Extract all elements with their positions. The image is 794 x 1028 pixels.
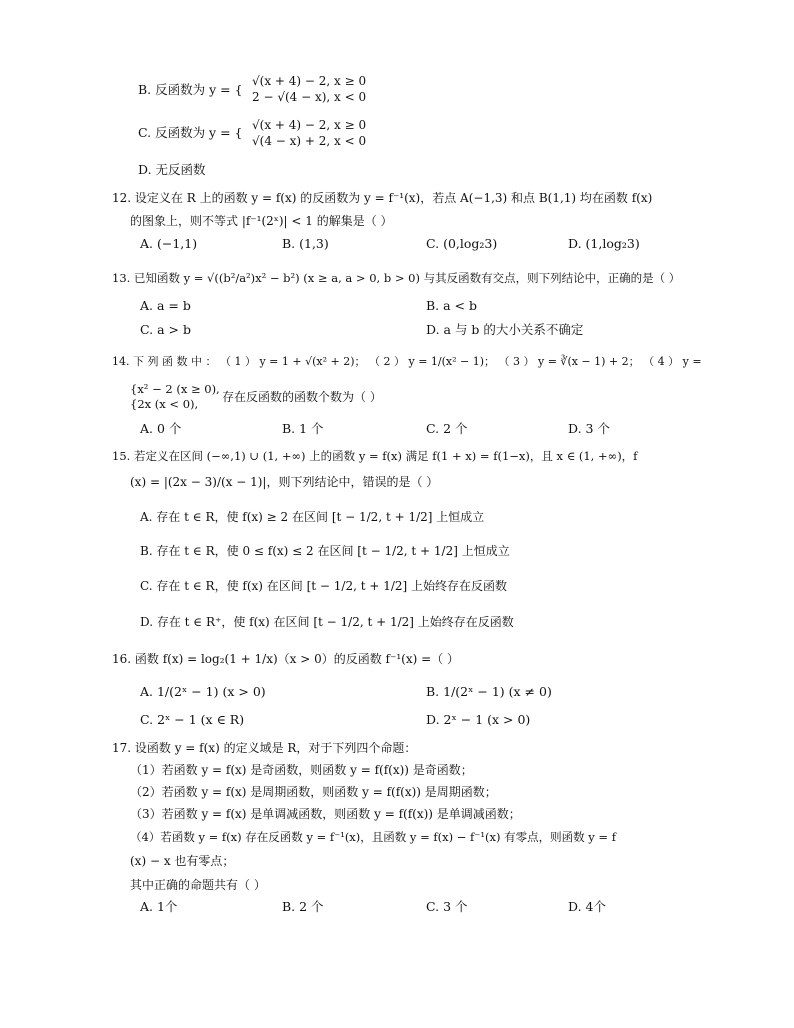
q14-option-b[interactable]: B. 1 个: [282, 421, 324, 436]
q11-option-c-case2: √(4 − x) + 2, x < 0: [252, 134, 367, 148]
q17-summary: 其中正确的命题共有（ ）: [130, 878, 266, 892]
q12-option-c[interactable]: C. (0,log₂3): [426, 236, 498, 251]
q11-option-b-case2: 2 − √(4 − x), x < 0: [252, 90, 367, 104]
q17-proposition-1: （1）若函数 y = f(x) 是奇函数，则函数 y = f(f(x)) 是奇函数；: [130, 763, 473, 777]
q17-option-d[interactable]: D. 4个: [568, 899, 606, 914]
q14-stem-line1: 14. 下 列 函 数 中 ： （ 1 ） y = 1 + √(x² + 2)； （ 2 ） y = 1/(x² − 1)； （ 3 ） y = ∛(x − 1) + 2； （ 4 ） y =: [112, 355, 702, 368]
q16-option-d[interactable]: D. 2ˣ − 1 (x > 0): [426, 712, 531, 727]
q12-stem-line2: 的图象上，则不等式 |f⁻¹(2ˣ)| < 1 的解集是（ ）: [130, 214, 393, 228]
q14-piecewise-line1: {x² − 2 (x ≥ 0),: [130, 382, 220, 396]
q12-stem-line1: 12. 设定义在 R 上的函数 y = f(x) 的反函数为 y = f⁻¹(x)，若点 A(−1,3) 和点 B(1,1) 均在函数 f(x): [112, 191, 653, 205]
q16-option-b[interactable]: B. 1/(2ˣ − 1) (x ≠ 0): [426, 684, 552, 699]
q11-option-d[interactable]: D. 无反函数: [138, 162, 206, 177]
q13-option-a[interactable]: A. a = b: [140, 298, 191, 313]
q15-stem-line2: (x) = |(2x − 3)/(x − 1)|，则下列结论中，错误的是（ ）: [130, 475, 439, 489]
q14-option-a[interactable]: A. 0 个: [140, 421, 182, 436]
q15-option-b[interactable]: B. 存在 t ∈ R，使 0 ≤ f(x) ≤ 2 在区间 [t − 1/2, t + 1/2] 上恒成立: [140, 544, 510, 558]
q15-option-a[interactable]: A. 存在 t ∈ R，使 f(x) ≥ 2 在区间 [t − 1/2, t + 1/2] 上恒成立: [140, 510, 485, 524]
q13-option-d[interactable]: D. a 与 b 的大小关系不确定: [426, 322, 584, 337]
q14-option-c[interactable]: C. 2 个: [426, 421, 468, 436]
q13-option-c[interactable]: C. a > b: [140, 322, 191, 337]
q13-stem-line1: 13. 已知函数 y = √((b²/a²)x² − b²) (x ≥ a, a > 0, b > 0) 与其反函数有交点，则下列结论中，正确的是（ ）: [112, 271, 681, 285]
q15-option-d[interactable]: D. 存在 t ∈ R⁺，使 f(x) 在区间 [t − 1/2, t + 1/2] 上始终存在反函数: [140, 615, 514, 629]
q17-option-b[interactable]: B. 2 个: [282, 899, 324, 914]
q17-proposition-2: （2）若函数 y = f(x) 是周期函数，则函数 y = f(f(x)) 是周期函数；: [130, 785, 497, 799]
q16-stem-line1: 16. 函数 f(x) = log₂(1 + 1/x)（x > 0）的反函数 f⁻¹(x) =（ ）: [112, 652, 459, 666]
q14-option-d[interactable]: D. 3 个: [568, 421, 610, 436]
q11-option-c-case1: √(x + 4) − 2, x ≥ 0: [252, 118, 367, 132]
q16-option-c[interactable]: C. 2ˣ − 1 (x ∈ R): [140, 712, 245, 727]
q13-option-b[interactable]: B. a < b: [426, 298, 478, 313]
q11-option-b-case1: √(x + 4) − 2, x ≥ 0: [252, 74, 367, 88]
q11-option-c-label[interactable]: C. 反函数为 y = {: [138, 125, 243, 140]
q15-option-c[interactable]: C. 存在 t ∈ R，使 f(x) 在区间 [t − 1/2, t + 1/2] 上始终存在反函数: [140, 579, 508, 593]
q17-proposition-3: （3）若函数 y = f(x) 是单调减函数，则函数 y = f(f(x)) 是单调减函数；: [130, 807, 521, 821]
q11-option-b-label[interactable]: B. 反函数为 y = {: [138, 82, 243, 97]
q17-option-c[interactable]: C. 3 个: [426, 899, 468, 914]
q17-option-a[interactable]: A. 1个: [140, 899, 178, 914]
q12-option-a[interactable]: A. (−1,1): [140, 236, 198, 251]
q17-stem-line1: 17. 设函数 y = f(x) 的定义域是 R，对于下列四个命题：: [112, 741, 417, 755]
q17-proposition-4-line1: （4）若函数 y = f(x) 存在反函数 y = f⁻¹(x)，且函数 y = f(x) − f⁻¹(x) 有零点，则函数 y = f: [130, 830, 616, 844]
q16-option-a[interactable]: A. 1/(2ˣ − 1) (x > 0): [140, 684, 266, 699]
q15-stem-line1: 15. 若定义在区间 (−∞,1) ∪ (1, +∞) 上的函数 y = f(x) 满足 f(1 + x) = f(1−x)，且 x ∈ (1, +∞)，f: [112, 449, 638, 463]
q12-option-d[interactable]: D. (1,log₂3): [568, 236, 640, 251]
q12-option-b[interactable]: B. (1,3): [282, 236, 329, 251]
q17-proposition-4-line2: (x) − x 也有零点；: [130, 854, 235, 868]
q14-piecewise-line2: {2x (x < 0),: [130, 397, 199, 411]
q14-stem-line2: 存在反函数的函数个数为（ ）: [222, 390, 382, 404]
